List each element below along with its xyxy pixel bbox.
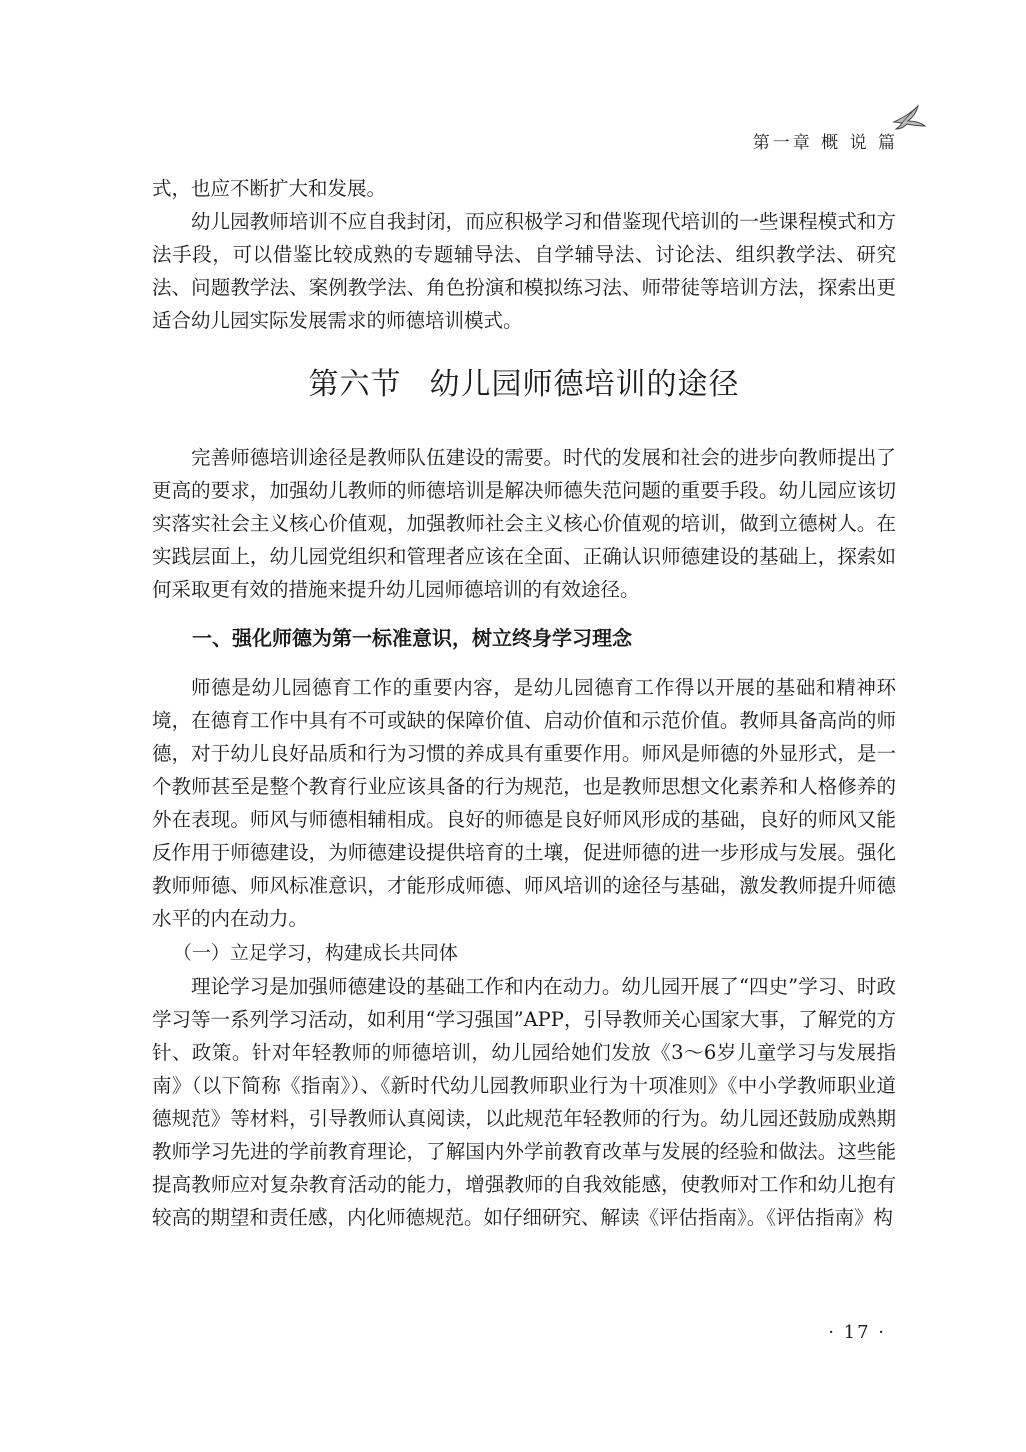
paragraph-continued: 式，也应不断扩大和发展。 bbox=[152, 177, 387, 200]
section-number: 第六节 bbox=[308, 367, 402, 402]
section-title bbox=[152, 365, 896, 405]
page-content bbox=[152, 172, 896, 1234]
paragraph: 师德是幼儿园德育工作的重要内容，是幼儿园德育工作得以开展的基础和精神环境，在德育工作中具有不可或缺的保障价值、启动价值和示范价值。教师具备高尚的师德，对于幼儿良好品质和行为习惯的养成具有重要作用。师风是师德的外显形式，是一个教师甚至是整个教育行业应该具备的行为规范，也是教师思想文化素养和人格修养的外在表现。师风与师德相辅相成。良好的师德是良好师风形成的基础，良好的师风又能反作用于师德建设，为师德建设提供培育的土壤，促进师德的进一步形成与发展。强化教师师德、师风标准意识，才能形成师德、师风培训的途径与基础，激发教师提升师德水平的内在动力。 bbox=[152, 676, 896, 930]
page-number: · 17 · bbox=[828, 1322, 886, 1343]
running-head: 第一章 概 说 篇 bbox=[752, 133, 898, 153]
intro-paragraph: 完善师德培训途径是教师队伍建设的需要。时代的发展和社会的进步向教师提出了更高的要求，加强幼儿教师的师德培训是解决师德失范问题的重要手段。幼儿园应该切实落实社会主义核心价值观，加强教师社会主义核心价值观的培训，做到立德树人。在实践层面上，幼儿园党组织和管理者应该在全面、正确认识师德建设的基础上，探索如何采取更有效的措施来提升幼儿园师德培训的有效途径。 bbox=[152, 446, 896, 601]
heading-level1: 一、强化师德为第一标准意识，树立终身学习理念 bbox=[192, 626, 632, 650]
heading-level2: （一）立足学习，构建成长共同体 bbox=[172, 942, 458, 964]
paragraph: 幼儿园教师培训不应自我封闭，而应积极学习和借鉴现代培训的一些课程模式和方法手段，可以借鉴比较成熟的专题辅导法、自学辅导法、讨论法、组织教学法、研究法、问题教学法、案例教学法、角色扮演和模拟练习法、师带徒等培训方法，探索出更适合幼儿园实际发展需求的师德培训模式。 bbox=[152, 210, 896, 332]
paragraph: 理论学习是加强师德建设的基础工作和内在动力。幼儿园开展了“四史”学习、时政学习等一系列学习活动，如利用“学习强国”APP，引导教师关心国家大事，了解党的方针、政策。针对年轻教师的师德培训，幼儿园给她们发放《3～6岁儿童学习与发展指南》（以下简称《指南》）、《新时代幼儿园教师职业行为十项准则》《中小学教师职业道德规范》等材料，引导教师认真阅读，以此规范年轻教师的行为。幼儿园还鼓励成熟期教师学习先进的学前教育理论，了解国内外学前教育改革与发展的经验和做法。这些能提高教师应对复杂教育活动的能力，增强教师的自我效能感，使教师对工作和幼儿抱有较高的期望和责任感，内化师德规范。如仔细研究、解读《评估指南》。《评估指南》构 bbox=[152, 975, 896, 1229]
section-title-text: 幼儿园师德培训的途径 bbox=[429, 367, 740, 402]
